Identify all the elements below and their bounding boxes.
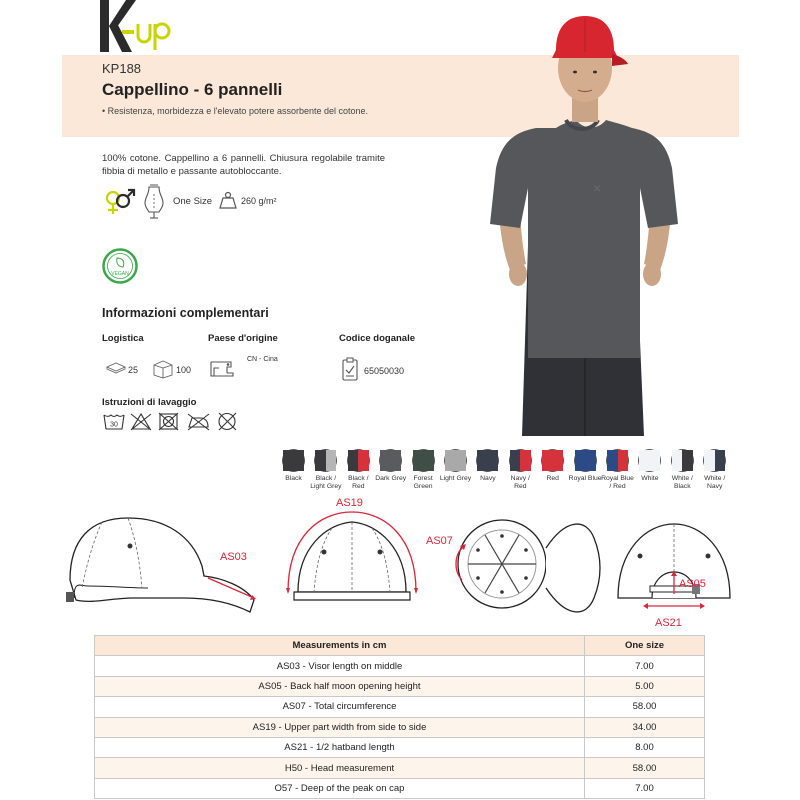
cap-underside-view-diagram [426,520,600,612]
color-swatch[interactable] [536,449,569,483]
product-subtitle: • Resistenza, morbidezza e l'elevato potere assorbente del cotone. [102,106,369,116]
swatch-circle [314,449,337,472]
color-swatch[interactable] [633,449,666,483]
color-swatch[interactable] [407,449,440,491]
customs-value: 65050030 [364,366,405,376]
table-row [95,656,705,676]
color-swatch[interactable] [342,449,375,491]
measurements-table [94,635,705,799]
swatch-label: Black [285,475,302,482]
color-swatch[interactable] [569,449,602,483]
measurement-name-cell: AS19 - Upper part width from side to side [95,717,585,737]
measurement-value-cell: 5.00 [585,676,705,696]
table-row [95,778,705,798]
cap-back-view-diagram [618,524,730,629]
swatch-circle [638,449,661,472]
wash-heading: Istruzioni di lavaggio [102,397,197,408]
measurement-name-cell: AS03 - Visor length on middle [95,656,585,676]
kup-logo [100,0,190,55]
product-description: 100% cotone. Cappellino a 6 pannelli. Chiusura regolabile tramite fibbia di metallo e passante autobloccante. [102,153,385,177]
measurement-value-cell: 58.00 [585,758,705,778]
swatch-circle [703,449,726,472]
swatch-circle [509,449,532,472]
swatch-circle [476,449,499,472]
color-swatches [277,449,737,504]
color-swatch[interactable] [309,449,342,491]
measurement-name-cell: AS07 - Total circumference [95,697,585,717]
measurement-name-cell: AS05 - Back half moon opening height [95,676,585,696]
swatch-circle [541,449,564,472]
measurement-name-cell: O57 - Deep of the peak on cap [95,778,585,798]
as05-label: AS05 [679,578,706,590]
swatch-circle [282,449,305,472]
swatch-circle [574,449,597,472]
table-row [95,717,705,737]
swatch-label: Royal Blue / Red [601,475,634,490]
no-iron-icon [188,414,209,430]
swatch-label: Navy / Red [510,475,530,490]
swatch-label: Black / Red [348,475,369,490]
swatch-label: Forest Green [413,475,433,490]
swatch-circle [412,449,435,472]
color-swatch[interactable] [277,449,310,483]
unisex-gender-icon [102,186,136,216]
swatch-circle [671,449,694,472]
measurement-name-cell: H50 - Head measurement [95,758,585,778]
swatch-circle [606,449,629,472]
carton-icon [152,359,174,379]
color-swatch[interactable] [439,449,472,483]
color-swatch[interactable] [471,449,504,483]
swatch-label: Royal Blue [568,475,602,482]
color-swatch[interactable] [504,449,537,491]
swatch-circle [347,449,370,472]
small-pack-icon [106,362,126,374]
weight-icon [219,191,237,209]
table-row [95,758,705,778]
as21-label: AS21 [655,617,682,629]
mannequin-icon [141,182,167,220]
table-header-row [95,636,705,656]
swatch-circle [379,449,402,472]
info-heading: Informazioni complementari [102,306,269,320]
origin-label: Paese d'origine [208,333,278,344]
color-swatch[interactable] [666,449,699,491]
size-header: One size [585,636,705,656]
wash-symbols [103,411,240,432]
svg-text:⤫: ⤫ [594,184,601,193]
measurement-name-cell: AS21 - 1/2 hatband length [95,737,585,757]
measurement-value-cell: 58.00 [585,697,705,717]
no-tumble-dry-icon [159,413,178,430]
sewing-machine-icon [208,356,236,380]
as19-label: AS19 [336,497,363,509]
swatch-label: Red [546,475,559,482]
logistics-label: Logistica [102,333,144,344]
swatch-label: White / Navy [704,475,726,490]
swatch-label: White / Black [671,475,693,490]
svg-text:30: 30 [110,421,118,429]
measurement-value-cell: 7.00 [585,778,705,798]
swatch-label: Navy [480,475,496,482]
no-bleach-icon [131,414,151,430]
color-swatch[interactable] [698,449,731,491]
weight-label: 260 g/m² [241,196,277,206]
size-label: One Size [173,196,213,207]
measurement-value-cell: 34.00 [585,717,705,737]
swatch-label: Dark Grey [375,475,407,482]
table-row [95,737,705,757]
measurement-diagrams [62,497,742,629]
measurement-header: Measurements in cm [95,636,585,656]
as03-label: AS03 [220,551,247,563]
carton-qty: 100 [176,365,192,375]
swatch-label: Light Grey [439,475,472,482]
measurement-value-cell: 7.00 [585,656,705,676]
cap-side-view-diagram [66,518,256,612]
table-row [95,697,705,717]
measurement-value-cell: 8.00 [585,737,705,757]
color-swatch[interactable] [374,449,407,483]
vegan-text: VEGAN [111,271,129,277]
product-title: Cappellino - 6 pannelli [102,80,283,99]
origin-value: CN - Cina [247,356,278,363]
wash-30-icon [104,415,124,429]
color-swatch[interactable] [601,449,634,491]
cap-front-view-diagram [286,497,418,600]
table-row [95,676,705,696]
customs-clipboard-icon [341,356,359,382]
no-dry-clean-icon [219,413,236,430]
swatch-label: White [641,475,659,482]
small-pack-qty: 25 [128,365,139,375]
model-photo [492,0,678,436]
product-code: KP188 [102,61,142,76]
swatch-label: Black / Light Grey [310,475,342,490]
swatch-circle [444,449,467,472]
customs-label: Codice doganale [339,333,416,344]
as07-label: AS07 [426,535,453,547]
vegan-badge-icon [102,248,138,284]
